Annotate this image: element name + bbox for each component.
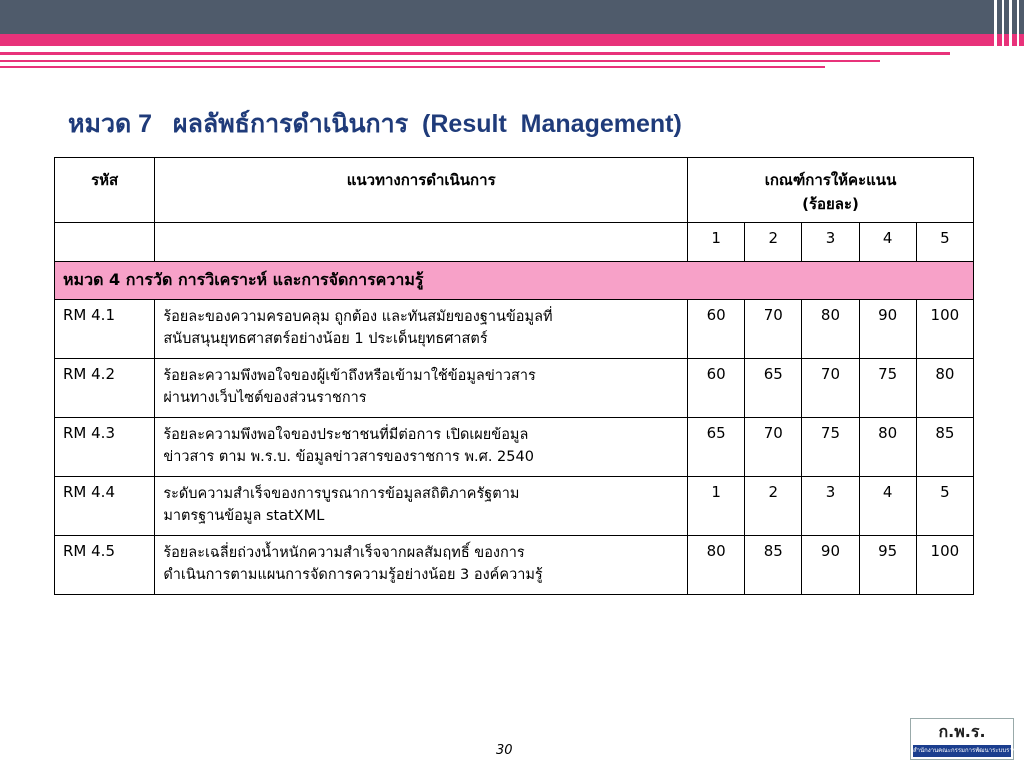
row-description-line1: ร้อยละความพึงพอใจของผู้เข้าถึงหรือเข้ามาใช้ข้อมูลข่าวสาร <box>163 368 536 384</box>
row-description-line1: ร้อยละความพึงพอใจของประชาชนที่มีต่อการ เปิดเผยข้อมูล <box>163 427 529 443</box>
row-code: RM 4.5 <box>55 536 155 595</box>
header-rule-2 <box>0 60 880 62</box>
row-score: 65 <box>688 418 745 477</box>
row-score: 70 <box>802 359 859 418</box>
row-score: 80 <box>859 418 916 477</box>
score-level: 4 <box>859 223 916 262</box>
row-score: 1 <box>688 477 745 536</box>
row-description <box>155 300 688 359</box>
row-description <box>155 418 688 477</box>
row-description-line2: สนับสนุนยุทธศาสตร์อย่างน้อย 1 ประเด็นยุทธศาสตร์ <box>163 331 488 347</box>
row-description-line2: ผ่านทางเว็บไซต์ของส่วนราชการ <box>163 390 367 406</box>
row-description-line2: ดำเนินการตามแผนการจัดการความรู้อย่างน้อย 3 องค์ความรู้ <box>163 567 543 583</box>
row-score: 95 <box>859 536 916 595</box>
header-rule-1 <box>0 52 950 55</box>
logo-subtitle: สำนักงานคณะกรรมการพัฒนาระบบราชการ <box>913 745 1011 757</box>
row-score: 85 <box>916 418 973 477</box>
opdc-logo <box>910 718 1027 760</box>
row-score: 75 <box>802 418 859 477</box>
header-code: รหัส <box>55 158 155 223</box>
header-rule-3 <box>0 66 825 68</box>
row-code: RM 4.3 <box>55 418 155 477</box>
row-score: 90 <box>802 536 859 595</box>
empty-cell <box>55 223 155 262</box>
section-row <box>55 262 974 300</box>
slide-title: หมวด 7 ผลลัพธ์การดำเนินการ (Result Management) <box>68 110 682 138</box>
row-score: 80 <box>688 536 745 595</box>
header-criteria <box>688 158 974 223</box>
row-score: 80 <box>802 300 859 359</box>
row-score: 5 <box>916 477 973 536</box>
row-score: 60 <box>688 359 745 418</box>
header-band <box>0 0 1024 34</box>
score-level-row <box>55 223 974 262</box>
header-criteria-line1: เกณฑ์การให้คะแนน <box>764 171 897 189</box>
score-level: 3 <box>802 223 859 262</box>
row-description-line1: ระดับความสำเร็จของการบูรณาการข้อมูลสถิติภาครัฐตาม <box>163 486 520 502</box>
empty-cell <box>155 223 688 262</box>
row-score: 100 <box>916 300 973 359</box>
row-score: 4 <box>859 477 916 536</box>
header-stripes <box>990 0 1024 60</box>
table-row <box>55 300 974 359</box>
row-description-line1: ร้อยละเฉลี่ยถ่วงน้ำหนักความสำเร็จจากผลสัมฤทธิ์ ของการ <box>163 545 525 561</box>
row-score: 65 <box>745 359 802 418</box>
row-score: 90 <box>859 300 916 359</box>
row-code: RM 4.2 <box>55 359 155 418</box>
row-score: 60 <box>688 300 745 359</box>
table-row <box>55 536 974 595</box>
row-score: 75 <box>859 359 916 418</box>
row-code: RM 4.4 <box>55 477 155 536</box>
row-description-line1: ร้อยละของความครอบคลุม ถูกต้อง และทันสมัยของฐานข้อมูลที่ <box>163 309 553 325</box>
row-score: 2 <box>745 477 802 536</box>
header-guideline: แนวทางการดำเนินการ <box>155 158 688 223</box>
row-score: 70 <box>745 418 802 477</box>
table-row <box>55 359 974 418</box>
row-score: 80 <box>916 359 973 418</box>
score-level: 1 <box>688 223 745 262</box>
row-score: 3 <box>802 477 859 536</box>
row-description <box>155 359 688 418</box>
row-description <box>155 477 688 536</box>
page-number: 30 <box>496 743 513 758</box>
row-description <box>155 536 688 595</box>
score-level: 5 <box>916 223 973 262</box>
row-description-line2: มาตรฐานข้อมูล statXML <box>163 508 325 524</box>
row-score: 85 <box>745 536 802 595</box>
row-score: 100 <box>916 536 973 595</box>
logo-text: ก.พ.ร. <box>938 722 986 741</box>
section-title: หมวด 4 การวัด การวิเคราะห์ และการจัดการความรู้ <box>55 262 974 300</box>
table-row <box>55 418 974 477</box>
row-description-line2: ข่าวสาร ตาม พ.ร.บ. ข้อมูลข่าวสารของราชการ พ.ศ. 2540 <box>163 449 534 465</box>
score-level: 2 <box>745 223 802 262</box>
criteria-table <box>54 157 974 595</box>
table-row <box>55 477 974 536</box>
header-pink-band <box>0 34 1024 46</box>
row-score: 70 <box>745 300 802 359</box>
table-header-row <box>55 158 974 223</box>
header-criteria-line2: (ร้อยละ) <box>802 195 859 213</box>
row-code: RM 4.1 <box>55 300 155 359</box>
